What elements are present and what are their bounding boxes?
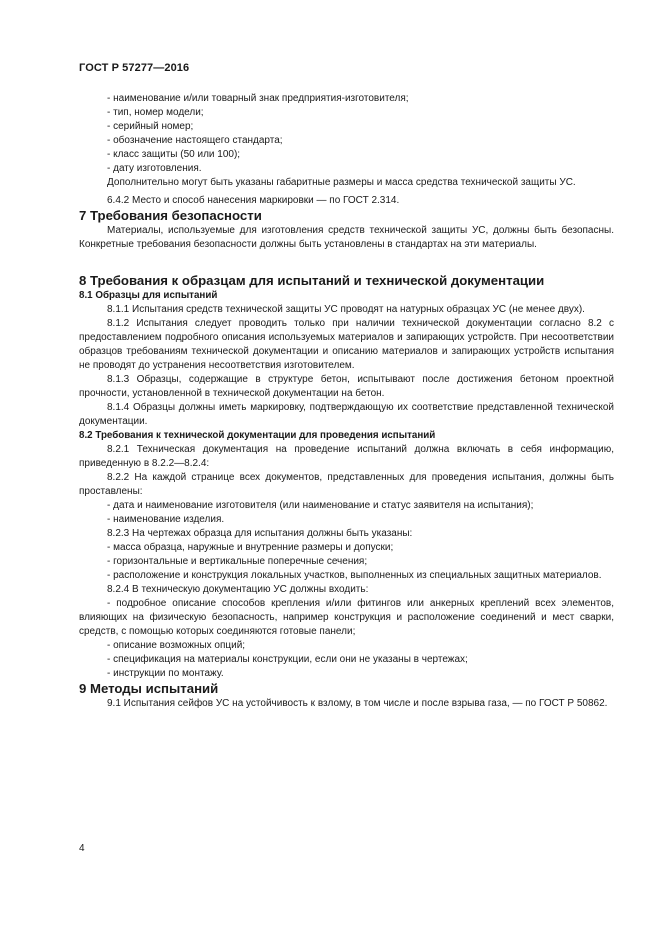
paragraph: 8.2.2 На каждой странице всех документов, представленных для проведения испытания, должны быть проставлены: xyxy=(79,472,614,497)
paragraph: 8.2.1 Техническая документация на проведение испытаний должна включать в себя информацию, приведенную в 8.2.2—8.2.4: xyxy=(79,444,614,469)
list-item: - наименование изделия. xyxy=(107,514,225,525)
list-item: - спецификация на материалы конструкции, если они не указаны в чертежах; xyxy=(107,654,468,665)
document-body xyxy=(79,92,614,711)
list-item: - горизонтальные и вертикальные поперечные сечения; xyxy=(107,556,368,567)
paragraph: 8.1.3 Образцы, содержащие в структуре бетон, испытывают после достижения бетоном проектной прочности, установленной в технической документации на бетон. xyxy=(79,374,614,399)
list-item: - дата и наименование изготовителя (или наименование и статус заявителя на испытания); xyxy=(107,500,534,511)
section-heading-9: 9 Методы испытаний xyxy=(79,681,219,696)
list-item: - серийный номер; xyxy=(107,121,194,132)
list-item: - наименование и/или товарный знак предприятия-изготовителя; xyxy=(107,93,409,104)
paragraph: 8.2.3 На чертежах образца для испытания должны быть указаны: xyxy=(107,528,413,539)
section-heading-7: 7 Требования безопасности xyxy=(79,208,262,223)
paragraph: Материалы, используемые для изготовления средств технической защиты УС, должны быть безопасны. Конкретные требования безопасности должны быть установлены в стандартах на эти материалы. xyxy=(79,225,614,250)
paragraph: 8.2.4 В техническую документацию УС должны входить: xyxy=(107,584,369,595)
list-item: - дату изготовления. xyxy=(107,163,202,174)
list-item: - обозначение настоящего стандарта; xyxy=(107,135,283,146)
page-number: 4 xyxy=(79,843,85,854)
paragraph: 9.1 Испытания сейфов УС на устойчивость к взлому, в том числе и после взрыва газа, — по ГОСТ Р 50862. xyxy=(107,698,608,709)
list-item: - подробное описание способов крепления и/или фитингов или анкерных креплений всех элементов, влияющих на физическую безопасность, например конструкция и расположение соединений и мест сварки, средств, с помощью которых соединяются готовые панели; xyxy=(79,598,614,637)
list-item: - тип, номер модели; xyxy=(107,107,204,118)
paragraph: 8.1.1 Испытания средств технической защиты УС проводят на натурных образцах УС (не менее двух). xyxy=(107,304,585,315)
paragraph: Дополнительно могут быть указаны габаритные размеры и масса средства технической защиты УС. xyxy=(107,177,576,188)
list-item: - расположение и конструкция локальных участков, выполненных из специальных защитных материалов. xyxy=(107,570,602,581)
paragraph: 6.4.2 Место и способ нанесения маркировки — по ГОСТ 2.314. xyxy=(107,195,400,206)
subsection-heading-8-1: 8.1 Образцы для испытаний xyxy=(79,290,218,301)
section-heading-8: 8 Требования к образцам для испытаний и технической документации xyxy=(79,273,545,288)
paragraph: 8.1.4 Образцы должны иметь маркировку, подтверждающую их соответствие представленной технической документации. xyxy=(79,402,614,427)
list-item: - описание возможных опций; xyxy=(107,640,246,651)
standard-header: ГОСТ Р 57277—2016 xyxy=(79,62,190,74)
list-item: - масса образца, наружные и внутренние размеры и допуски; xyxy=(107,542,394,553)
subsection-heading-8-2: 8.2 Требования к технической документации для проведения испытаний xyxy=(79,430,436,441)
paragraph: 8.1.2 Испытания следует проводить только при наличии технической документации согласно 8.2 с предоставлением подробного описания используемых материалов и запирающих устройств. При несоответствии образцов требованиям технической документации и описанию материалов и запирающих устройств испытания не проводят до устранения несоответствия изготовителем. xyxy=(79,318,614,371)
list-item: - класс защиты (50 или 100); xyxy=(107,149,241,160)
list-item: - инструкции по монтажу. xyxy=(107,668,224,679)
